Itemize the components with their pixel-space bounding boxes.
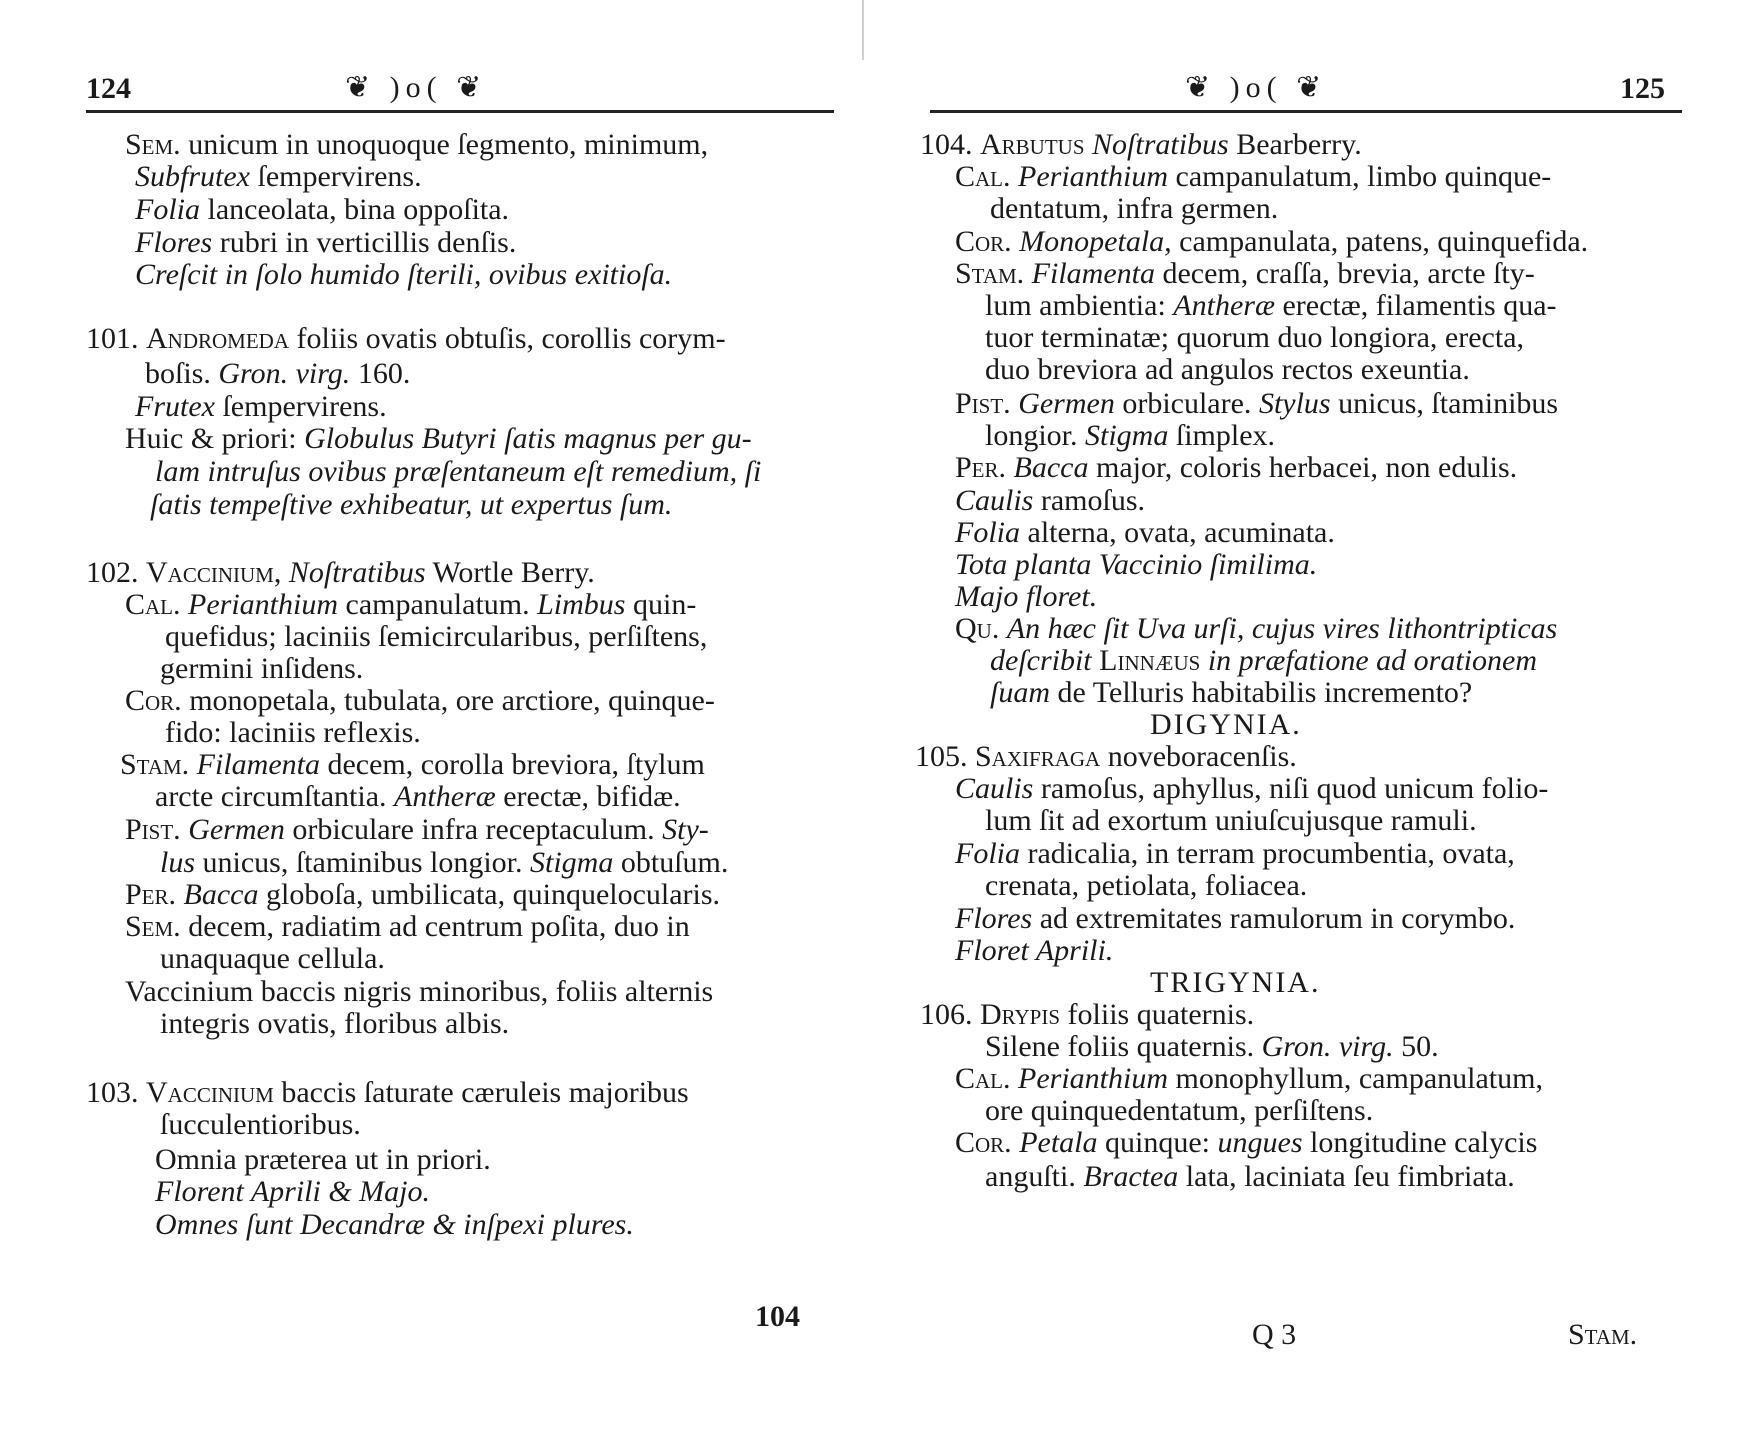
roman-text: unaquaque cellula.: [160, 942, 385, 975]
text-line: [155, 1175, 430, 1209]
section-heading: DIGYNIA.: [1150, 708, 1302, 741]
text-line: [160, 1007, 509, 1041]
roman-text: 102.: [86, 556, 146, 589]
small-caps-text: Linnæus: [1099, 644, 1201, 677]
text-line: [160, 1108, 361, 1142]
italic-text: Germen: [1018, 387, 1115, 420]
text-line: [155, 1208, 634, 1242]
text-line: [125, 813, 709, 847]
roman-text: radicalia, in terram procumbentia, ovata,: [1020, 837, 1515, 870]
roman-text: noveboracenſis.: [1100, 740, 1297, 773]
catchword: Stam.: [1568, 1318, 1638, 1351]
roman-text: [281, 556, 289, 589]
small-caps-text: Stam.: [120, 748, 190, 781]
text-line: [955, 1062, 1543, 1096]
small-caps-text: Saxifraga: [975, 740, 1101, 773]
roman-text: 106.: [920, 998, 980, 1031]
italic-text: Germen: [188, 813, 285, 846]
text-line: [920, 128, 1362, 162]
roman-text: Huic & priori:: [125, 422, 305, 455]
roman-text: ſucculentioribus.: [160, 1108, 361, 1141]
text-line: [955, 225, 1588, 259]
text-line: [86, 1076, 689, 1110]
text-line: [135, 226, 516, 260]
small-caps-text: Cal.: [125, 588, 181, 621]
roman-text: Omnia præterea ut in priori.: [155, 1143, 491, 1176]
italic-text: Caulis: [955, 484, 1034, 517]
roman-text: arcte circumſtantia.: [155, 780, 395, 813]
text-line: [985, 1094, 1373, 1128]
roman-text: lum ambientia:: [985, 289, 1174, 322]
roman-text: baccis ſaturate cæruleis majoribus: [273, 1076, 689, 1109]
italic-text: Bractea: [1083, 1160, 1179, 1193]
italic-text: Antheræ: [394, 780, 496, 813]
roman-text: crenata, petiolata, foliacea.: [985, 869, 1308, 902]
text-line: [150, 488, 672, 522]
roman-text: decem, craſſa, brevia, arcte ſty-: [1154, 257, 1535, 290]
italic-text: Omnes ſunt Decandræ & inſpexi plures.: [155, 1208, 634, 1241]
right-page: [880, 0, 1763, 1433]
roman-text: Silene foliis quaternis.: [985, 1030, 1262, 1063]
small-caps-text: Pist.: [125, 813, 181, 846]
text-line: [915, 740, 1297, 774]
italic-text: Bacca: [183, 878, 259, 911]
roman-text: germini inſidens.: [160, 652, 364, 685]
small-caps-text: Andromeda: [146, 322, 289, 355]
text-line: [985, 321, 1524, 355]
roman-text: 50.: [1393, 1030, 1439, 1063]
text-line: [955, 548, 1317, 582]
roman-text: tuor terminatæ; quorum duo longiora, erecta,: [985, 321, 1525, 354]
text-line: [985, 289, 1557, 323]
text-line: [125, 128, 708, 162]
text-line: [155, 780, 681, 814]
text-line: [990, 644, 1537, 678]
roman-text: quinque:: [1097, 1126, 1218, 1159]
italic-text: Stylus: [1258, 387, 1331, 420]
roman-text: globoſa, umbilicata, quinquelocularis.: [258, 878, 721, 911]
small-caps-text: Cal.: [955, 1062, 1011, 1095]
italic-text: Folia: [955, 516, 1020, 549]
small-caps-text: Sem.: [125, 910, 181, 943]
text-line: [125, 878, 720, 912]
page-number: 124: [86, 72, 131, 105]
roman-text: [1085, 128, 1093, 161]
text-line: [160, 846, 728, 880]
roman-text: longitudine calycis: [1302, 1126, 1538, 1159]
italic-text: Creſcit in ſolo humido ſterili, ovibus exitioſa.: [135, 258, 673, 291]
section-heading: TRIGYNIA.: [1150, 966, 1321, 999]
small-caps-text: Arbutus: [980, 128, 1085, 161]
small-caps-text: Per.: [955, 451, 1007, 484]
small-caps-text: Per.: [125, 878, 177, 911]
roman-text: integris ovatis, floribus albis.: [160, 1007, 510, 1040]
italic-text: Stigma: [1085, 419, 1169, 452]
roman-text: quefidus; laciniis ſemicircularibus, perſiſtens,: [165, 620, 708, 653]
roman-text: longior.: [985, 419, 1086, 452]
italic-text: Filamenta: [196, 748, 320, 781]
roman-text: quin-: [625, 588, 697, 621]
text-line: [955, 772, 1548, 806]
header-rule: [930, 110, 1682, 113]
roman-text: decem, radiatim ad centrum poſita, duo in: [180, 910, 690, 943]
italic-text: Sty-: [662, 813, 709, 846]
text-line: [155, 455, 761, 489]
catchword: 104: [755, 1300, 800, 1333]
roman-text: campanulatum, limbo quinque-: [1168, 160, 1552, 193]
text-line: [120, 748, 705, 782]
roman-text: obtuſum.: [613, 846, 729, 879]
italic-text: Gron. virg.: [1261, 1030, 1394, 1063]
text-line: [125, 684, 715, 718]
roman-text: [181, 588, 189, 621]
roman-text: anguſti.: [985, 1160, 1084, 1193]
text-line: [86, 322, 726, 356]
italic-text: deſcribit: [990, 644, 1100, 677]
text-line: [955, 902, 1515, 936]
italic-text: Gron. virg.: [218, 357, 351, 390]
text-line: [155, 1143, 491, 1177]
italic-text: An hæc ſit Uva urſi, cujus vires lithontripticas: [1006, 612, 1558, 645]
italic-text: Bacca: [1013, 451, 1089, 484]
text-line: [86, 556, 595, 590]
roman-text: [1011, 160, 1019, 193]
italic-text: Stigma: [530, 846, 614, 879]
roman-text: Bearberry.: [1228, 128, 1362, 161]
italic-text: ſatis tempeſtive exhibeatur, ut expertus ſum.: [150, 488, 673, 521]
text-line: [165, 716, 421, 750]
text-line: [125, 422, 752, 456]
roman-text: monophyllum, campanulatum,: [1168, 1062, 1543, 1095]
text-line: [135, 160, 422, 194]
text-line: [955, 160, 1551, 194]
roman-text: lata, laciniata ſeu fimbriata.: [1178, 1160, 1515, 1193]
italic-text: Perianthium: [1018, 160, 1169, 193]
roman-text: 104.: [920, 128, 980, 161]
italic-text: ſuam: [990, 676, 1050, 709]
roman-text: campanulatum.: [338, 588, 538, 621]
italic-text: Flores: [135, 226, 213, 259]
page-number: 125: [1620, 72, 1665, 105]
roman-text: 105.: [915, 740, 975, 773]
roman-text: [176, 878, 184, 911]
italic-text: Filamenta: [1031, 257, 1155, 290]
italic-text: Florent Aprili & Majo.: [155, 1175, 430, 1208]
small-caps-text: Qu.: [955, 612, 1000, 645]
italic-text: Folia: [135, 193, 200, 226]
roman-text: unicus, ſtaminibus: [1330, 387, 1559, 420]
italic-text: Flores: [955, 902, 1033, 935]
italic-text: Perianthium: [1018, 1062, 1169, 1095]
text-line: [955, 387, 1558, 421]
text-line: [135, 390, 387, 424]
italic-text: Subfrutex: [135, 160, 250, 193]
text-line: [165, 620, 707, 654]
roman-text: boſis.: [145, 357, 219, 390]
left-page: [0, 0, 880, 1433]
text-line: [920, 998, 1254, 1032]
roman-text: orbiculare infra receptaculum.: [284, 813, 663, 846]
italic-text: Noſtratibus: [288, 556, 426, 589]
text-line: [985, 804, 1477, 838]
text-line: [955, 837, 1515, 871]
italic-text: Globulus Butyri ſatis magnus per gu-: [304, 422, 752, 455]
roman-text: lum ſit ad exortum uniuſcujusque ramuli.: [985, 804, 1477, 837]
italic-text: Caulis: [955, 772, 1034, 805]
small-caps-text: Cal.: [955, 160, 1011, 193]
italic-text: ungues: [1217, 1126, 1303, 1159]
small-caps-text: Cor.: [955, 1126, 1012, 1159]
roman-text: [999, 612, 1007, 645]
italic-text: Frutex: [135, 390, 215, 423]
text-line: [985, 1030, 1439, 1064]
text-line: [985, 353, 1470, 387]
header-rule: [86, 110, 834, 113]
header-ornament: ❦ )o( ❦: [1185, 71, 1328, 104]
italic-text: Monopetala,: [1019, 225, 1172, 258]
roman-text: Wortle Berry.: [425, 556, 595, 589]
text-line: [990, 192, 1278, 226]
text-line: [955, 934, 1113, 968]
text-line: [955, 580, 1097, 614]
roman-text: foliis ovatis obtuſis, corollis corym-: [289, 322, 726, 355]
italic-text: Petala: [1019, 1126, 1098, 1159]
roman-text: decem, corolla breviora, ſtylum: [319, 748, 705, 781]
text-line: [135, 258, 672, 292]
text-line: [160, 942, 385, 976]
small-caps-text: Stam.: [955, 257, 1025, 290]
roman-text: monopetala, tubulata, ore arctiore, quinque-: [181, 684, 715, 717]
roman-text: 103.: [86, 1076, 146, 1109]
italic-text: in præfatione ad orationem: [1200, 644, 1537, 677]
roman-text: [1011, 1062, 1019, 1095]
italic-text: Floret Aprili.: [955, 934, 1114, 967]
roman-text: unicum in unoquoque ſegmento, minimum,: [180, 128, 709, 161]
italic-text: lus: [160, 846, 196, 879]
small-caps-text: Pist.: [955, 387, 1011, 420]
small-caps-text: Sem.: [125, 128, 181, 161]
text-line: [125, 910, 690, 944]
roman-text: ore quinquedentatum, perſiſtens.: [985, 1094, 1374, 1127]
roman-text: dentatum, infra germen.: [990, 192, 1279, 225]
text-line: [985, 419, 1275, 453]
text-line: [955, 1126, 1537, 1160]
roman-text: alterna, ovata, acuminata.: [1020, 516, 1335, 549]
text-line: [985, 869, 1307, 903]
roman-text: orbiculare.: [1114, 387, 1259, 420]
small-caps-text: Drypis: [980, 998, 1061, 1031]
roman-text: foliis quaternis.: [1060, 998, 1255, 1031]
text-line: [125, 588, 696, 622]
small-caps-text: Cor.: [955, 225, 1012, 258]
small-caps-text: Cor.: [125, 684, 182, 717]
roman-text: unicus, ſtaminibus longior.: [195, 846, 531, 879]
text-line: [125, 975, 713, 1009]
roman-text: lanceolata, bina oppoſita.: [200, 193, 510, 226]
text-line: [145, 357, 410, 391]
roman-text: fido: laciniis reflexis.: [165, 716, 421, 749]
small-caps-text: Vaccinium: [146, 1076, 274, 1109]
text-line: [985, 1160, 1515, 1194]
text-line: [955, 257, 1535, 291]
roman-text: duo breviora ad angulos rectos exeuntia.: [985, 353, 1470, 386]
roman-text: ramoſus, aphyllus, niſi quod unicum folio-: [1033, 772, 1549, 805]
text-line: [990, 676, 1472, 710]
text-line: [135, 193, 509, 227]
roman-text: ramoſus.: [1033, 484, 1146, 517]
roman-text: de Telluris habitabilis incremento?: [1050, 676, 1473, 709]
roman-text: 101.: [86, 322, 146, 355]
roman-text: erectæ, filamentis qua-: [1274, 289, 1557, 322]
italic-text: Noſtratibus: [1092, 128, 1229, 161]
roman-text: Vaccinium baccis nigris minoribus, foliis alternis: [125, 975, 714, 1008]
roman-text: ſimplex.: [1168, 419, 1276, 452]
roman-text: campanulata, patens, quinquefida.: [1171, 225, 1589, 258]
italic-text: lam intruſus ovibus præſentaneum eſt remedium, ſi: [155, 455, 762, 488]
italic-text: Limbus: [537, 588, 626, 621]
header-ornament: ❦ )o( ❦: [345, 71, 488, 104]
roman-text: [1006, 451, 1014, 484]
text-line: [955, 484, 1145, 518]
text-line: [160, 652, 363, 686]
italic-text: Majo floret.: [955, 580, 1098, 613]
roman-text: [189, 748, 197, 781]
text-line: [955, 451, 1517, 485]
text-line: [955, 612, 1557, 646]
signature-mark: Q 3: [1252, 1318, 1297, 1351]
roman-text: ſempervirens.: [249, 160, 422, 193]
italic-text: Perianthium: [188, 588, 339, 621]
italic-text: Folia: [955, 837, 1020, 870]
roman-text: ad extremitates ramulorum in corymbo.: [1032, 902, 1516, 935]
roman-text: 160.: [350, 357, 411, 390]
roman-text: erectæ, bifidæ.: [495, 780, 681, 813]
roman-text: rubri in verticillis denſis.: [212, 226, 517, 259]
roman-text: major, coloris herbacei, non edulis.: [1088, 451, 1518, 484]
text-line: [955, 516, 1335, 550]
roman-text: [1024, 257, 1032, 290]
italic-text: Tota planta Vaccinio ſimilima.: [955, 548, 1318, 581]
small-caps-text: Vaccinium,: [146, 556, 282, 589]
roman-text: ſempervirens.: [214, 390, 387, 423]
italic-text: Antheræ: [1173, 289, 1275, 322]
